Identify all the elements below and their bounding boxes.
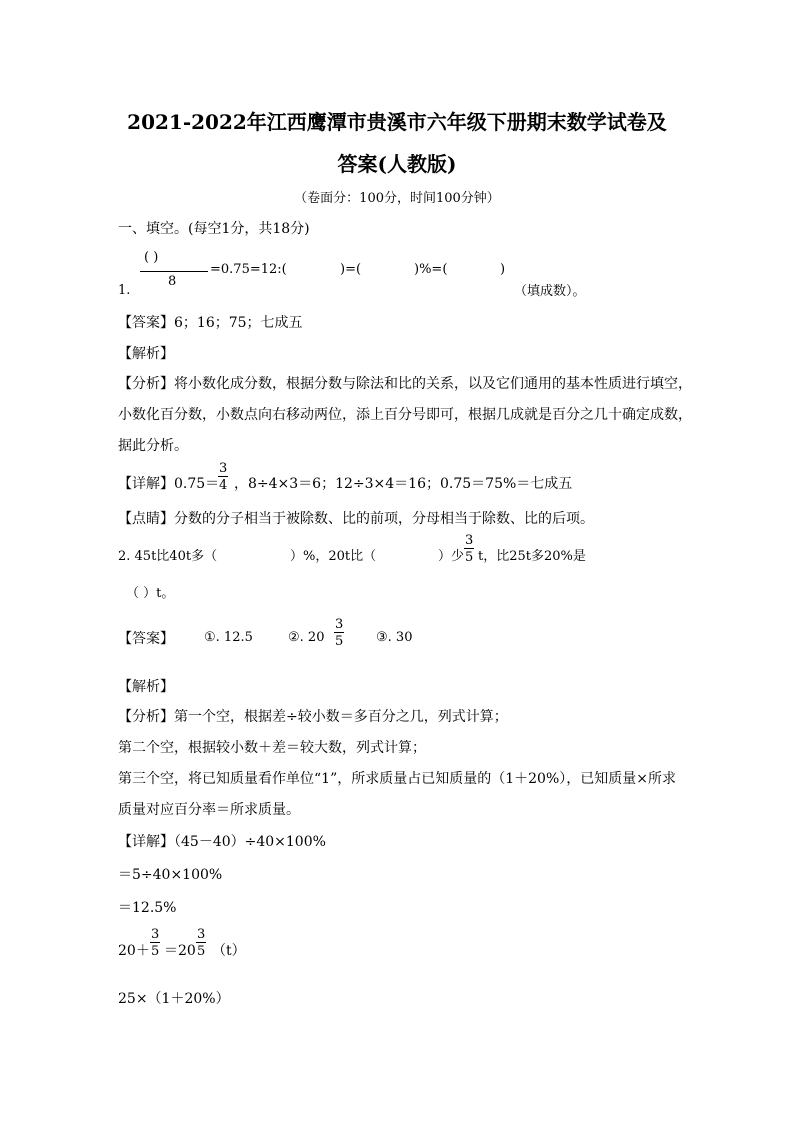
- q2-detail-line1: 【详解】（45－40）÷40×100%: [118, 834, 326, 850]
- q1-eq-part3: )%=(: [414, 262, 448, 277]
- q2-answer-2-num: 3: [335, 617, 344, 632]
- q2-line1-b: ）%，20t比（: [290, 549, 377, 564]
- q1-answer: 【答案】6；16；75；七成五: [118, 315, 303, 331]
- q1-analysis-label: 【解析】: [118, 346, 174, 362]
- q1-eq-part4: ): [500, 262, 506, 277]
- q1-tail: （填成数）。: [514, 284, 586, 299]
- q1-detail-frac-den: 4: [219, 478, 228, 493]
- q2-analysis-line3: 第三个空，将已知质量看作单位“1”，所求质量占已知质量的（1＋20%），已知质量×所求: [118, 771, 676, 787]
- q2-line1-a: 2. 45t比40t多（: [118, 549, 218, 564]
- q1-eq-part1: =0.75=12:(: [210, 262, 287, 277]
- q2-detail-line3: ＝12.5%: [118, 900, 177, 916]
- q2-analysis-label: 【解析】: [118, 679, 174, 695]
- q1-detail-fraction: [218, 462, 228, 492]
- q2-detail-line5: 25×（1＋20%）: [118, 991, 230, 1007]
- q2-analysis-line2: 第二个空，根据较小数＋差＝较大数，列式计算；: [118, 740, 426, 756]
- q1-analysis-line2: 小数化百分数，小数点向右移动两位，添上百分号即可，根据几成就是百分之几十确定成数，: [118, 407, 692, 423]
- q1-frac-denominator: 8: [168, 274, 177, 289]
- q2-detail4-b: ＝20: [164, 943, 196, 959]
- document-title-line2: 答案(人教版): [337, 152, 457, 176]
- q2-detail4-num2: 3: [197, 927, 206, 942]
- q2-line1-d: t，比25t多20%是: [478, 549, 586, 564]
- q2-frac-den: 5: [465, 550, 474, 565]
- q2-answer-3: ③. 30: [376, 630, 413, 645]
- q2-detail-line2: ＝5÷40×100%: [118, 867, 223, 883]
- q2-analysis-line4: 质量对应百分率＝所求质量。: [118, 802, 300, 818]
- q1-fraction-bar: [140, 271, 208, 272]
- q2-detail4-fraction1: [150, 928, 160, 958]
- q2-line1-c: ）少: [438, 549, 465, 564]
- q2-detail4-a: 20＋: [118, 943, 150, 959]
- q2-detail4-c: （t）: [212, 943, 246, 959]
- q1-point: 【点睛】分数的分子相当于被除数、比的前项，分母相当于除数、比的后项。: [118, 511, 594, 527]
- q2-detail4-num1: 3: [151, 927, 160, 942]
- q2-detail4-den1: 5: [151, 944, 160, 959]
- q1-eq-part2: )=(: [340, 262, 362, 277]
- q2-answer-label: 【答案】: [118, 631, 174, 647]
- q2-answer-1: ①. 12.5: [204, 630, 253, 645]
- q2-fraction: [464, 534, 474, 564]
- q1-number: 1.: [118, 283, 131, 298]
- q2-line2: （ ）t。: [126, 586, 175, 601]
- q2-frac-num: 3: [465, 533, 474, 548]
- q1-detail-b: ，8÷4×3＝6；12÷3×4＝16；0.75＝75%＝七成五: [234, 476, 573, 492]
- q2-detail4-den2: 5: [197, 944, 206, 959]
- q2-analysis-line1: 【分析】第一个空，根据差÷较小数＝多百分之几，列式计算；: [118, 709, 508, 725]
- q1-frac-numerator: ( ): [144, 250, 159, 265]
- q2-answer-2-den: 5: [335, 634, 344, 649]
- q1-detail-a: 【详解】0.75＝: [118, 476, 220, 492]
- q1-analysis-line3: 据此分析。: [118, 438, 188, 454]
- q1-analysis-line1: 【分析】将小数化成分数，根据分数与除法和比的关系，以及它们通用的基本性质进行填空，: [118, 376, 692, 392]
- q2-answer-2-pre: ②. 20: [288, 630, 325, 645]
- q2-answer-2-fraction: [334, 618, 344, 648]
- q1-detail-frac-num: 3: [219, 461, 228, 476]
- section-heading: 一、填空。(每空1分，共18分): [118, 221, 310, 237]
- q2-detail4-fraction2: [196, 928, 206, 958]
- document-subtitle: （卷面分：100分，时间100分钟）: [294, 191, 500, 206]
- document-title-line1: 2021-2022年江西鹰潭市贵溪市六年级下册期末数学试卷及: [127, 110, 667, 134]
